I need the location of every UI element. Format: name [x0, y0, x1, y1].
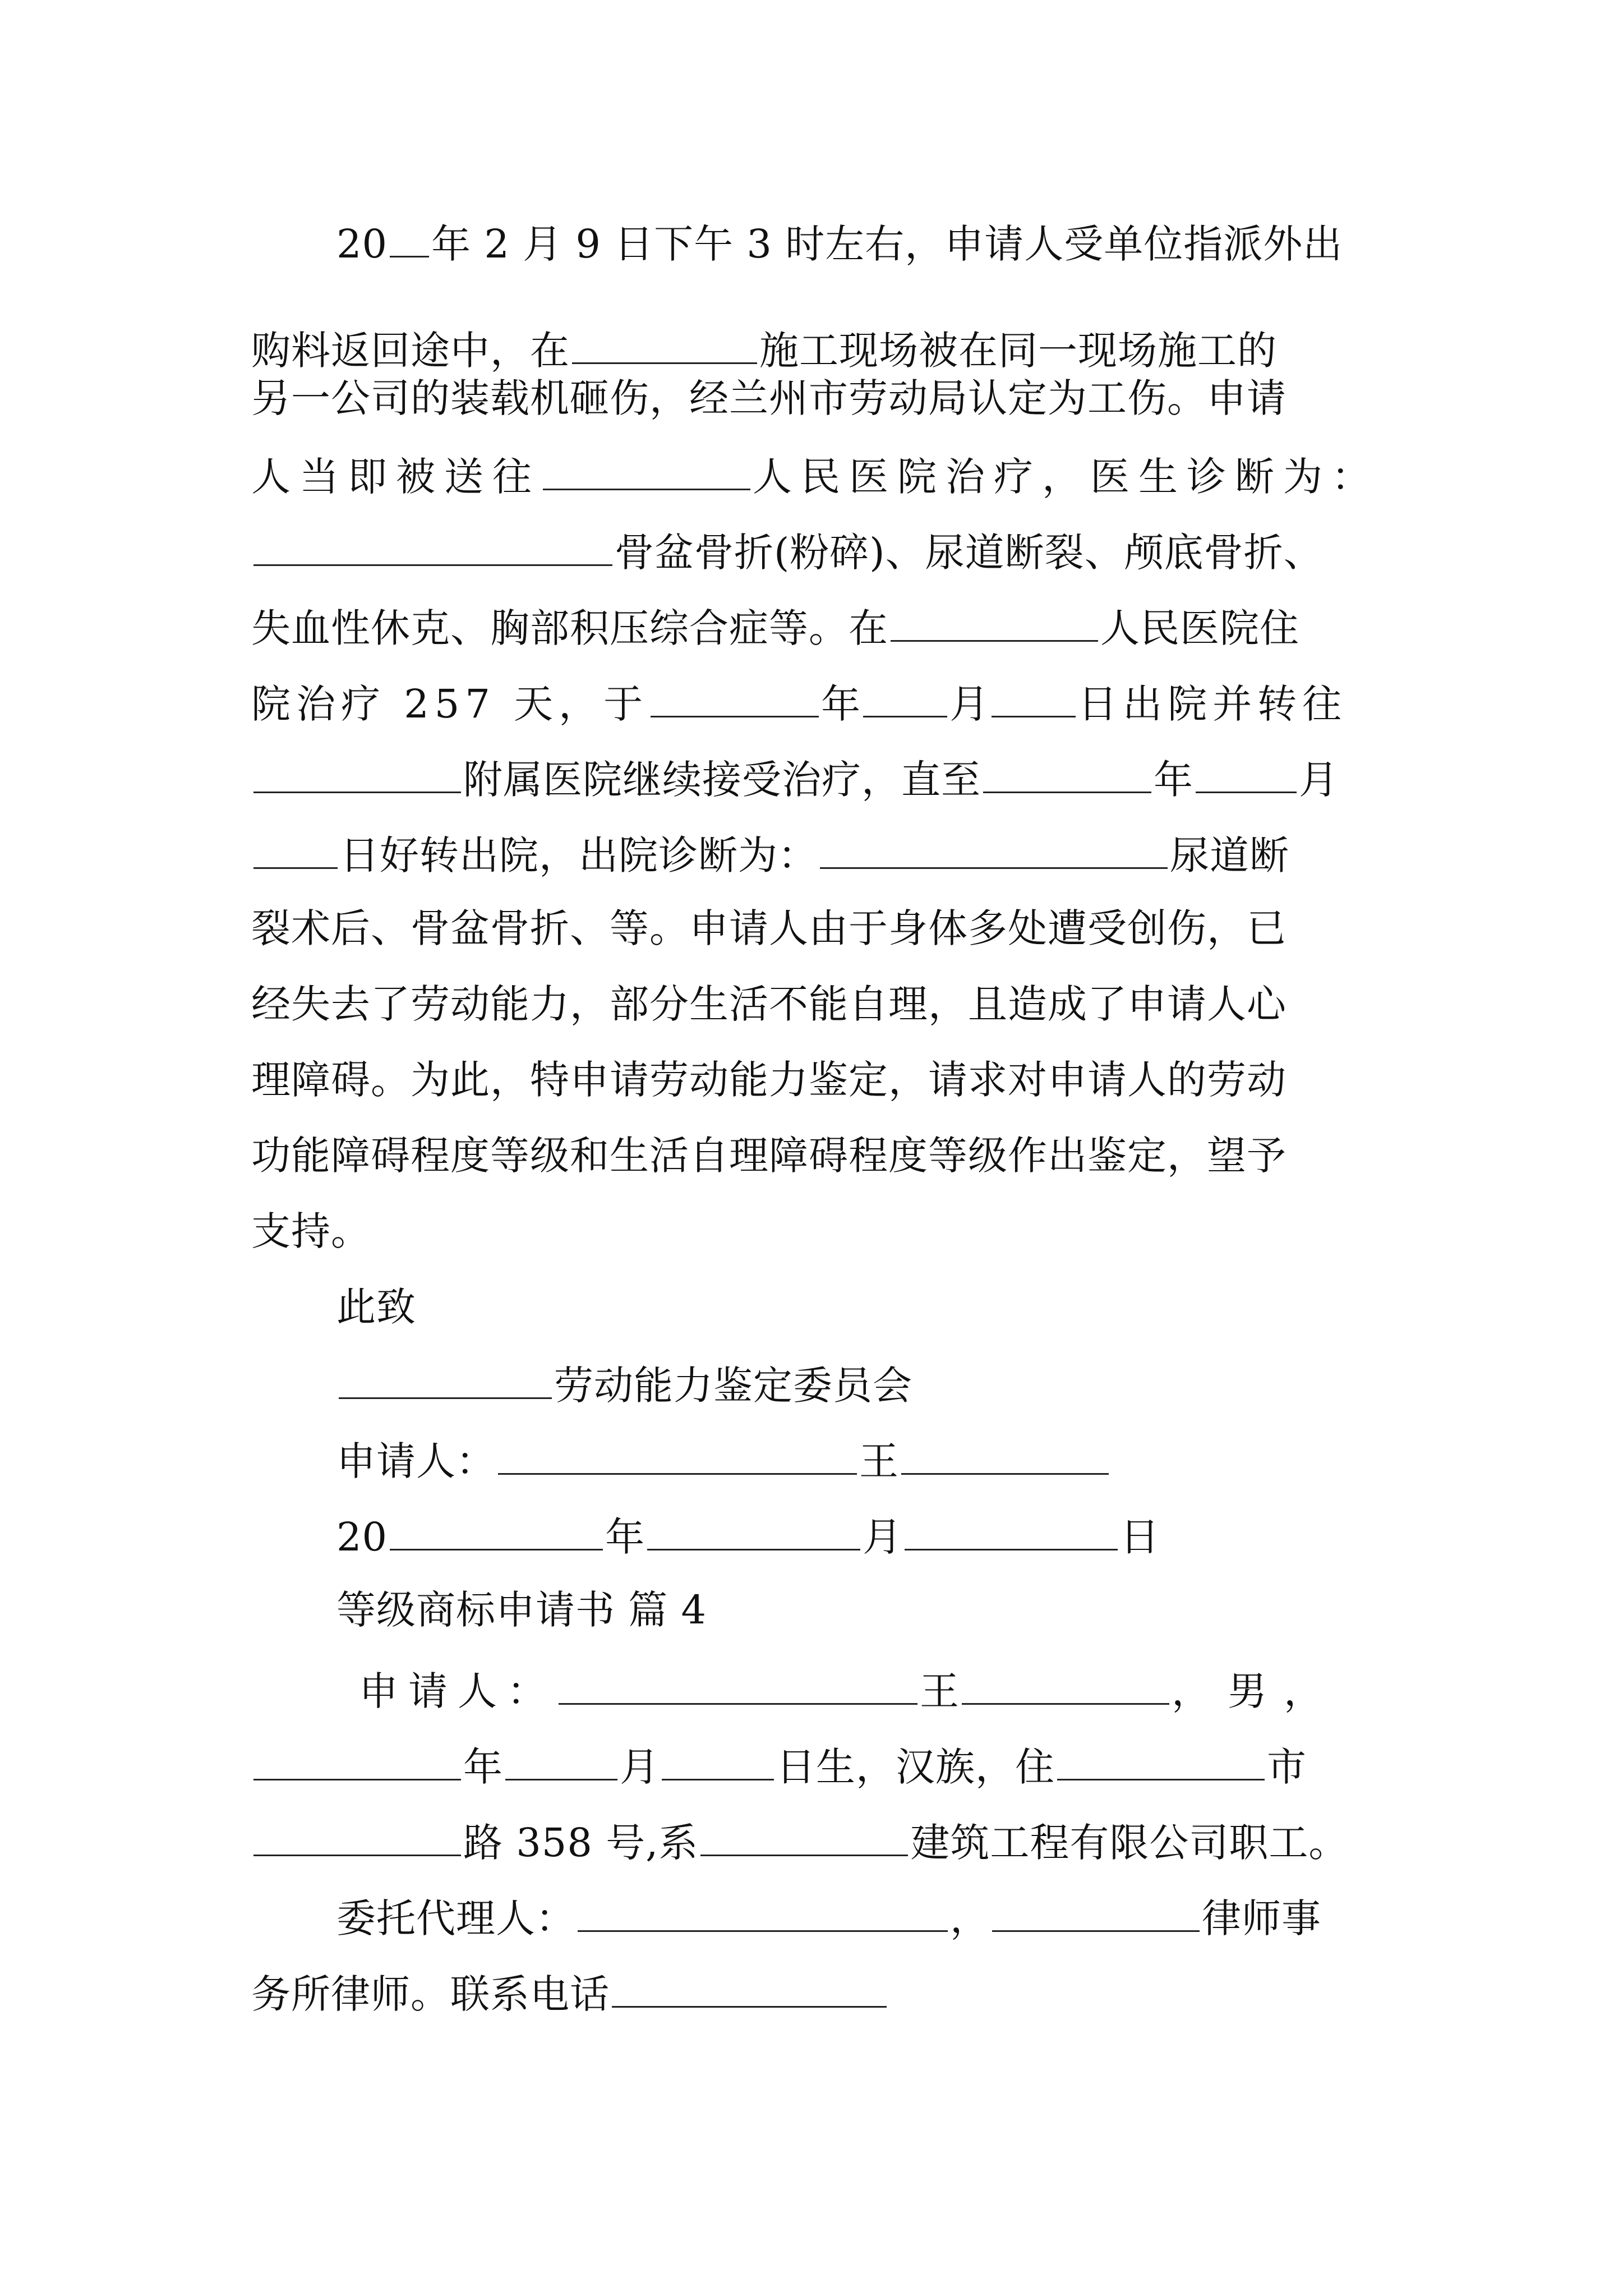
text-run: 院治疗 257 天，于 — [251, 681, 649, 727]
text-run: 年 2 月 9 日下午 3 时左右，申请人受单位指派外出 — [431, 221, 1343, 267]
paragraph-line — [251, 376, 1287, 421]
blank-field — [390, 1512, 603, 1550]
paragraph-line — [251, 1969, 889, 2017]
blank-field — [962, 1666, 1169, 1705]
text-run: 王 — [920, 1668, 960, 1714]
paragraph-line — [251, 1818, 1348, 1865]
text-run: 委托代理人： — [336, 1895, 575, 1941]
blank-field — [647, 1512, 860, 1550]
blank-field — [339, 1360, 552, 1399]
paragraph-line — [336, 1893, 1321, 1941]
paragraph-line — [251, 1209, 371, 1254]
paragraph-line — [251, 325, 1277, 373]
paragraph-line — [336, 219, 1343, 266]
text-run: 月 — [949, 681, 990, 727]
blank-field — [891, 603, 1098, 642]
blank-field — [992, 679, 1076, 717]
closing-line — [336, 1285, 416, 1329]
text-run: 购料返回途中，在 — [251, 328, 570, 374]
blank-field — [253, 754, 461, 793]
paragraph-line — [251, 527, 1324, 575]
committee-line — [336, 1360, 912, 1408]
blank-field — [983, 754, 1151, 793]
text-run: ， — [950, 1895, 990, 1941]
text-run: 尿道断 — [1170, 832, 1289, 878]
text-run: 年 — [605, 1514, 645, 1560]
blank-field — [498, 1436, 857, 1475]
blank-field — [390, 219, 429, 257]
blank-field — [820, 830, 1168, 869]
blank-field — [863, 679, 947, 717]
date-line — [336, 1512, 1160, 1559]
text-run: 另一公司的装载机砸伤，经兰州市劳动局认定为工伤。申请 — [251, 375, 1287, 421]
blank-field — [992, 1893, 1200, 1932]
applicant-name: 王 — [859, 1438, 899, 1484]
blank-field — [901, 1436, 1109, 1475]
text-run: 20 — [336, 221, 388, 267]
blank-field — [543, 452, 750, 490]
blank-field — [905, 1512, 1118, 1550]
applicant-label: 申请人： — [336, 1438, 496, 1484]
text-run: ，男， — [1172, 1668, 1340, 1714]
paragraph-line — [251, 679, 1347, 726]
text-run: 人民医院住 — [1100, 605, 1299, 651]
blank-field — [700, 1818, 908, 1856]
text-run: 裂术后、骨盆骨折、等。申请人由于身体多处遭受创伤，已 — [251, 905, 1287, 951]
blank-field — [1196, 754, 1297, 793]
blank-field — [253, 1818, 461, 1856]
committee-text: 劳动能力鉴定委员会 — [554, 1363, 912, 1409]
closing-text: 此致 — [336, 1284, 416, 1330]
blank-field — [612, 1969, 887, 2008]
paragraph-line — [251, 603, 1299, 651]
text-run: 务所律师。联系电话 — [251, 1971, 610, 2017]
text-run: 支持。 — [251, 1208, 371, 1254]
blank-field — [505, 1742, 617, 1780]
text-run: 申请人： — [359, 1668, 556, 1714]
paragraph-line — [251, 830, 1289, 878]
text-run: 日出院并转往 — [1078, 681, 1348, 727]
text-run: 失血性休克、胸部积压综合症等。在 — [251, 605, 888, 651]
text-run: 人当即被送往 — [251, 454, 541, 500]
blank-field — [651, 679, 819, 717]
text-run: 人民医院治疗，医生诊断为： — [753, 454, 1380, 500]
text-run: 年 — [463, 1744, 503, 1790]
text-run: 路 358 号,系 — [463, 1820, 699, 1866]
blank-field — [1057, 1742, 1265, 1780]
blank-field — [253, 527, 612, 566]
text-run: 律师事 — [1202, 1895, 1321, 1941]
text-run: 日 — [1120, 1514, 1160, 1560]
blank-field — [253, 1742, 461, 1780]
text-run: 建筑工程有限公司职工。 — [910, 1820, 1349, 1866]
applicant-signature-line — [336, 1436, 1111, 1484]
section-title — [336, 1588, 707, 1632]
paragraph-line — [251, 1057, 1287, 1102]
text-run: 日好转出院，出院诊断为： — [340, 832, 818, 878]
text-run: 日生，汉族，住 — [776, 1744, 1055, 1790]
paragraph-line — [251, 982, 1287, 1027]
paragraph-line — [359, 1666, 1340, 1714]
text-run: 20 — [336, 1514, 388, 1560]
blank-field — [253, 830, 338, 869]
paragraph-line — [251, 452, 1380, 499]
blank-field — [578, 1893, 948, 1932]
text-run: 施工现场被在同一现场施工的 — [759, 328, 1277, 374]
blank-field — [559, 1666, 917, 1705]
text-run: 月 — [1299, 757, 1339, 803]
text-run: 月 — [863, 1514, 903, 1560]
text-run: 年 — [821, 681, 861, 727]
section-title-text: 等级商标申请书 篇 4 — [336, 1587, 707, 1633]
text-run: 经失去了劳动能力，部分生活不能自理，且造成了申请人心 — [251, 981, 1287, 1027]
blank-field — [662, 1742, 774, 1780]
text-run: 理障碍。为此，特申请劳动能力鉴定，请求对申请人的劳动 — [251, 1057, 1287, 1103]
blank-field — [572, 325, 757, 364]
text-run: 年 — [1154, 757, 1193, 803]
text-run: 骨盆骨折(粉碎)、尿道断裂、颅底骨折、 — [615, 530, 1324, 576]
text-run: 市 — [1267, 1744, 1307, 1790]
text-run: 月 — [620, 1744, 660, 1790]
paragraph-line — [251, 1133, 1287, 1178]
text-run: 功能障碍程度等级和生活自理障碍程度等级作出鉴定，望予 — [251, 1133, 1287, 1179]
paragraph-line — [251, 906, 1287, 951]
text-run: 附属医院继续接受治疗，直至 — [463, 757, 981, 803]
paragraph-line — [251, 754, 1339, 802]
paragraph-line — [251, 1742, 1307, 1789]
